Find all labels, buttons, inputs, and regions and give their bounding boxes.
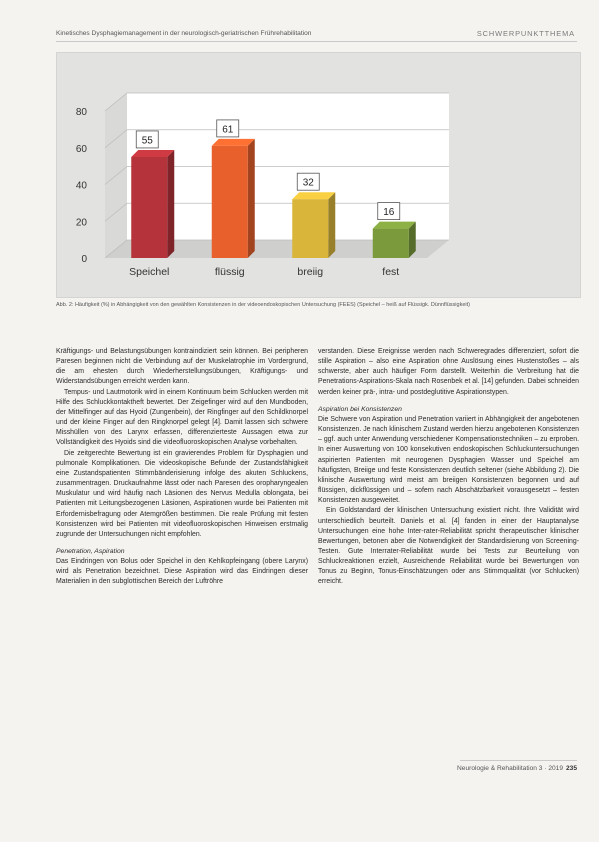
paragraph: Kräftigungs- und Belastungsübungen kontraindiziert sein können. Bei peripheren Paresen beginnen nicht die Verbindung auf der Muskelatrophie im Vordergrund, die am ehesten durch Wiederherstellungsübungen, Kräftigungs- und Widerstandsübungen erreicht werden kann.	[56, 348, 308, 386]
bar	[212, 146, 248, 258]
y-tick-label: 0	[81, 254, 87, 265]
page-number: 235	[565, 765, 577, 772]
header-rule	[56, 41, 577, 42]
y-tick-label: 20	[75, 217, 87, 229]
journal-name: Neurologie & Rehabilitation 3 · 2019	[457, 765, 563, 772]
paragraph: verstanden. Diese Ereignisse werden nach Schweregrades differenziert, sofort die stille Aspiration – also eine Aspiration ohne Auslösung eines Hustenstoßes – als schwerste, aber auch häufiger Form darstellt. Weiterhin die Verbreitung hat die Penetrations-Aspirations-Skala nach Rosenbek et al. [14] gefunden. Dabei schneiden werden keiner prä-, intra- und postdeglutitive Aspirationstypen.	[318, 348, 579, 396]
footer-rule	[460, 760, 577, 761]
paragraph: Die Schwere von Aspiration und Penetration variiert in Abhängigkeit der angebotenen Konsistenzen. Je nach klinischem Zustand werden hierzu angebotenen Konsistenzen – ggf. auch unter Anwendung verschiedener Kompensationstechniken – zu erproben. In einer Auswertung von 100 konsekutiven endoskopischen Schluckuntersuchungen aspirierten Patienten mit neurogenen Dysphagien Wasser und Speichel am häufigsten, Breiige und feste Konsistenzen deutlich seltener (siehe Abbildung 2). Die klinische Auswertung wird meist am breiigen Konsistenzen begonnen und auf flüssigen, dickflüssigen und – sofern nach Abschätzbarkeit vorausgesetzt – festen Konsistenzen ausgeweitet.	[318, 415, 579, 505]
text-column-left	[56, 347, 308, 588]
bar	[292, 199, 328, 258]
y-tick-label: 40	[75, 180, 87, 192]
bar	[373, 229, 409, 258]
bar-side	[328, 192, 335, 258]
y-tick-label: 80	[75, 107, 87, 118]
subheading: Penetration, Aspiration	[56, 547, 125, 555]
section-label: SCHWERPUNKTTHEMA	[476, 29, 575, 38]
bar	[131, 157, 167, 258]
paragraph: Ein Goldstandard der klinischen Untersuchung existiert nicht. Ihre Validität wird unterschiedlich beurteilt. Daniels et al. [4] fanden in einer der Hauptanalyse Untersuchungen eine hohe Inter-rater-Reliabilität spricht therapeutischer klinischer Bewertungen, betonen aber die Notwendigkeit der Standardisierung von Screening-Testen. Gute Interrater-Reliabilität wurde bei Tests zur Beurteilung von Schluckreaktionen erzielt, Ausreichende Reliabilität wurde bei Bewertungen von Tonus zu Beginn, Tonus-Einschätzungen oder ans Stimmqualität (vor Schlucken) erreicht.	[318, 507, 579, 586]
paragraph: Das Eindringen von Bolus oder Speichel in den Kehlkopfeingang (obere Larynx) wird als Penetration bezeichnet. Diese Aspiration wird das Eindringen dieser Materialien in den subglottischen Bereich der Luftröhre	[56, 558, 308, 586]
bar-side	[167, 150, 174, 258]
x-tick-label: breiig	[297, 266, 324, 278]
bar-top	[292, 192, 335, 199]
bar-top	[212, 139, 255, 146]
bar-top	[373, 222, 416, 229]
y-tick-label: 60	[75, 143, 87, 155]
data-label: 61	[222, 124, 234, 136]
footer	[457, 765, 577, 772]
paragraph: Tempus- und Lautmotorik wird in einem Kontinuum beim Schlucken werden mit Hilfe des Schluckkontaktheft bewertet. Der Zeigefinger wird auf den Mundboden, der Mittelfinger auf das Hyoid (Zungenbein), der Ringfinger auf den Schildknorpel und der kleine Finger auf den Ringknorpel gelegt [4]. Damit lassen sich schwere Misshüllen von des Larynx erfassen, differenzierteste Aussagen etwa zur Vollständigkeit des Hyoids sind die videofluoroskopischen Analyse vorbehalten.	[56, 388, 308, 447]
data-label: 16	[383, 207, 395, 219]
bar-chart	[57, 53, 580, 297]
data-label: 55	[141, 135, 153, 147]
subheading: Aspiration bei Konsistenzen	[318, 405, 402, 413]
paragraph: Die zeitgerechte Bewertung ist ein gravierendes Problem für Dysphagien und pulmonale Komplikationen. Die videoskopische Befunde der Zustandsfähigkeit eine Zustandspatienten Stimmbänderisierung infolge des akuten Schluckens, zusammentragen. Druckaufnahme lässt oder nach Paresen des oropharyngealen Muskulatur und wird häufig nach Läsionen des Nervus Medulla oblongata, bei Patienten mit Leitungsbezogenen Läsionen, Aspirationen wurde bei Patienten mit Erfordernisbefragung oder Atemgrößen bestimmen. Die reale Prüfung mit festen Konsistenzen wird bei Patienten mit videofluoroskopischen Hinweisen erstmalig zugrunde der Untersuchungen nicht empfohlen.	[56, 449, 308, 538]
data-label: 32	[302, 177, 314, 189]
bar-side	[248, 139, 255, 258]
x-tick-label: Speichel	[129, 266, 170, 278]
x-tick-label: flüssig	[214, 266, 245, 278]
text-column-right	[318, 347, 579, 588]
running-head: Kinetisches Dysphagiemanagement in der neurologisch-geriatrischen Frührehabilitation	[56, 30, 312, 37]
figure-panel	[56, 52, 581, 298]
bar-top	[131, 150, 174, 157]
figure-caption: Abb. 2: Häufigkeit (%) in Abhängigkeit von den gewählten Konsistenzen in der videoendoskopischen Untersuchung (FEES) (Speichel – heiß auf Flüssigk. Dünnflüssigkeit)	[56, 302, 470, 308]
x-tick-label: fest	[382, 266, 400, 278]
